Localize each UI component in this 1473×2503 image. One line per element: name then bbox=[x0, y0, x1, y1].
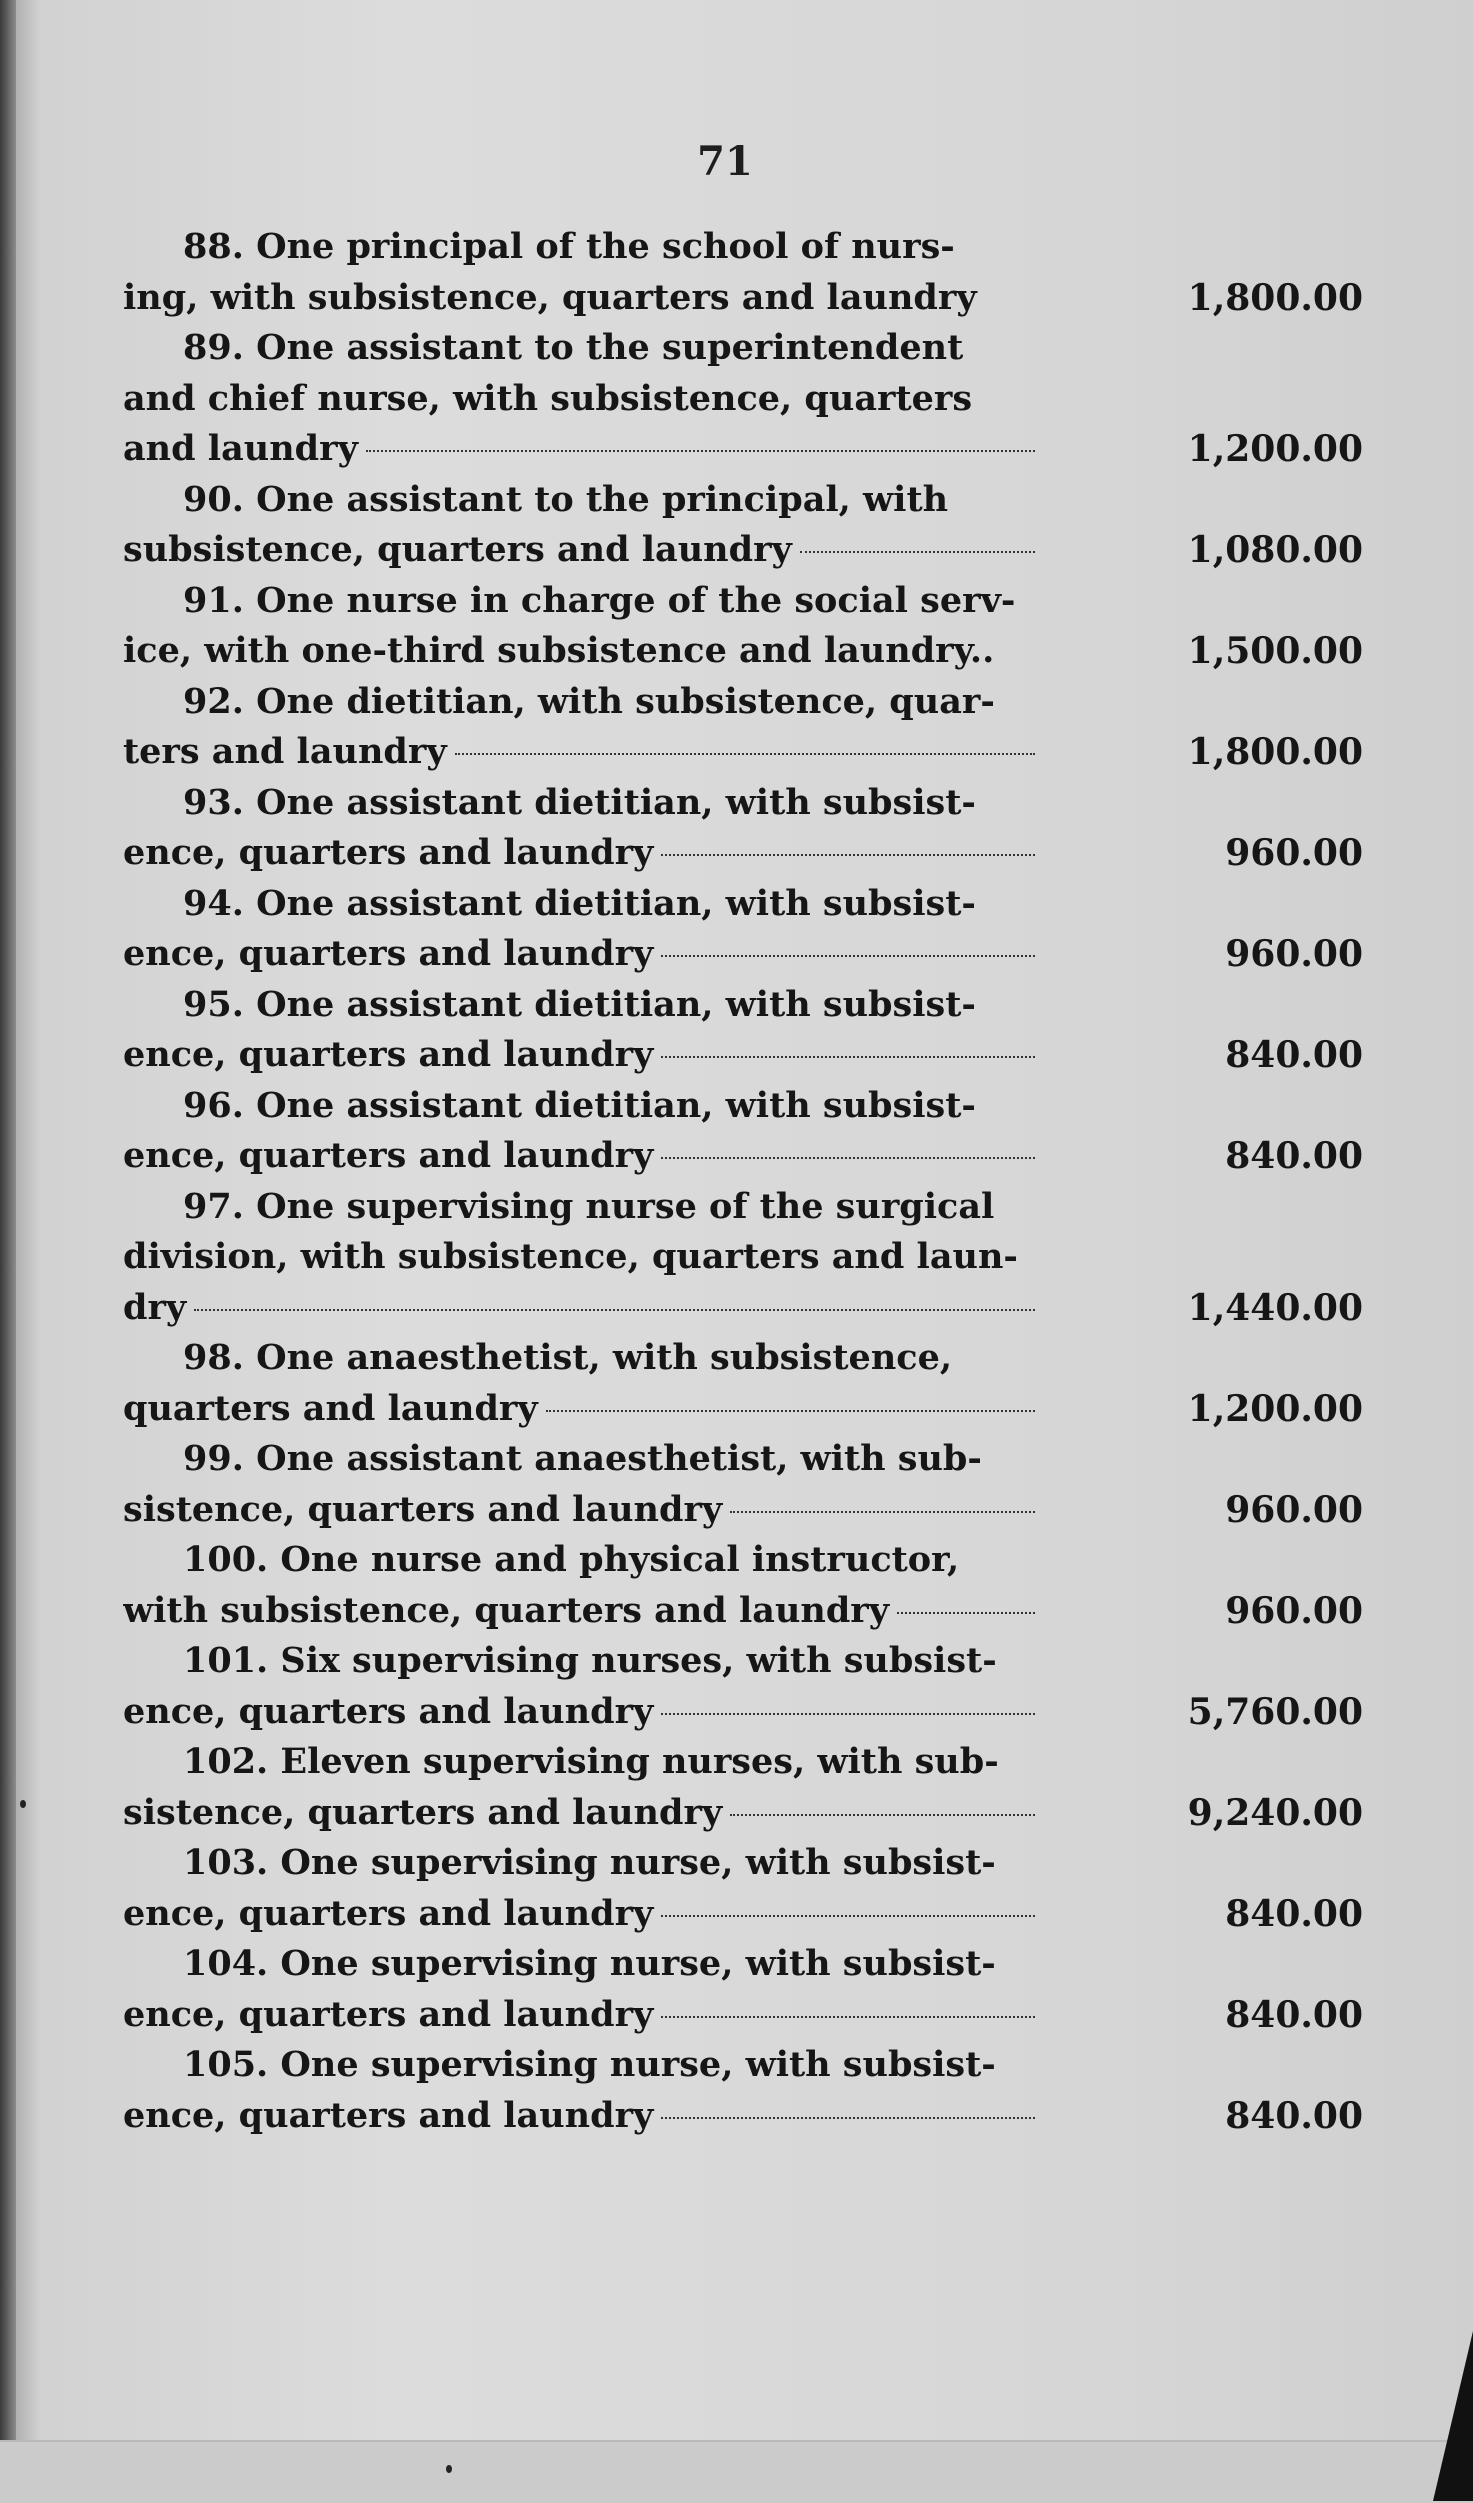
entry-text-line: 101. Six supervising nurses, with subsist- bbox=[183, 1640, 997, 1681]
entry-text-line: 100. One nurse and physical instructor, bbox=[183, 1539, 960, 1580]
appropriation-entry bbox=[123, 222, 1363, 323]
entry-final-line bbox=[123, 1283, 1363, 1334]
dot-leader bbox=[661, 2016, 1035, 2018]
entry-text-line: 93. One assistant dietitian, with subsist- bbox=[183, 781, 976, 823]
entry-text-line: and laundry bbox=[123, 428, 358, 469]
entry-text-line: ence, quarters and laundry bbox=[123, 1135, 654, 1176]
appropriation-entry bbox=[123, 1182, 1363, 1334]
entry-text-line: 104. One supervising nurse, with subsist- bbox=[183, 1943, 996, 1984]
appropriation-entry bbox=[123, 778, 1363, 879]
entry-final-line bbox=[123, 1384, 1363, 1435]
entry-final-line bbox=[123, 626, 1363, 677]
appropriation-entry bbox=[123, 1737, 1363, 1838]
entry-amount: 1,200.00 bbox=[1187, 428, 1363, 470]
entry-amount: 9,240.00 bbox=[1187, 1791, 1363, 1834]
entry-amount: 840.00 bbox=[1225, 1892, 1363, 1935]
entry-final-line bbox=[123, 1030, 1363, 1081]
entry-text-line: 102. Eleven supervising nurses, with sub- bbox=[183, 1741, 999, 1782]
appropriation-entry bbox=[123, 1838, 1363, 1939]
entry-final-line bbox=[123, 1586, 1363, 1637]
entry-text-line: 92. One dietitian, with subsistence, quar- bbox=[183, 680, 995, 722]
entry-final-line bbox=[123, 525, 1363, 576]
dot-leader bbox=[897, 1612, 1035, 1614]
entry-final-line bbox=[123, 1889, 1363, 1940]
entry-text-line: with subsistence, quarters and laundry bbox=[123, 1589, 890, 1631]
entry-text-line: 99. One assistant anaesthetist, with sub- bbox=[183, 1438, 982, 1479]
dot-leader bbox=[194, 1309, 1035, 1311]
entry-text-line: 105. One supervising nurse, with subsist- bbox=[183, 2044, 996, 2085]
dot-leader bbox=[661, 1713, 1035, 1715]
entry-text-line: ence, quarters and laundry bbox=[123, 1993, 654, 2035]
dot-leader bbox=[661, 1157, 1035, 1159]
entry-text-line: sistence, quarters and laundry bbox=[123, 1488, 723, 1530]
entry-final-line bbox=[123, 1788, 1363, 1839]
appropriation-entry bbox=[123, 1636, 1363, 1737]
dot-leader bbox=[661, 2117, 1035, 2119]
entry-text-line: 97. One supervising nurse of the surgical bbox=[183, 1185, 995, 1227]
appropriation-entry bbox=[123, 576, 1363, 677]
entry-text-line: ice, with one-third subsistence and laundry.. bbox=[123, 630, 995, 671]
dot-leader bbox=[455, 753, 1035, 755]
entry-amount: 1,200.00 bbox=[1187, 1387, 1363, 1430]
entry-final-line bbox=[123, 727, 1363, 778]
entry-amount: 1,800.00 bbox=[1187, 276, 1363, 319]
appropriation-entry bbox=[123, 1081, 1363, 1182]
entry-text-line: ing, with subsistence, quarters and laundry bbox=[123, 276, 977, 318]
entry-final-line bbox=[123, 273, 1363, 324]
entry-text-line: ence, quarters and laundry bbox=[123, 832, 654, 873]
entry-text-line: 88. One principal of the school of nurs- bbox=[183, 226, 955, 267]
entry-text-line: dry bbox=[123, 1286, 187, 1328]
dot-leader bbox=[661, 1056, 1035, 1058]
appropriation-list bbox=[123, 222, 1363, 2141]
entry-amount: 840.00 bbox=[1225, 1034, 1363, 1076]
entry-final-line bbox=[123, 1687, 1363, 1738]
entry-amount: 960.00 bbox=[1225, 832, 1363, 874]
entry-final-line bbox=[123, 424, 1363, 475]
entry-text-line: ence, quarters and laundry bbox=[123, 1690, 654, 1732]
entry-text-line: ence, quarters and laundry bbox=[123, 933, 654, 974]
entry-amount: 5,760.00 bbox=[1187, 1690, 1363, 1733]
scan-speck bbox=[446, 2465, 452, 2473]
dot-leader bbox=[546, 1410, 1035, 1412]
dot-leader bbox=[661, 1915, 1035, 1917]
appropriation-entry bbox=[123, 2040, 1363, 2141]
entry-amount: 1,500.00 bbox=[1187, 630, 1363, 672]
entry-text-line: ence, quarters and laundry bbox=[123, 1892, 654, 1934]
entry-amount: 960.00 bbox=[1225, 1589, 1363, 1632]
appropriation-entry bbox=[123, 475, 1363, 576]
entry-amount: 960.00 bbox=[1225, 1488, 1363, 1531]
entry-final-line bbox=[123, 2091, 1363, 2142]
appropriation-entry bbox=[123, 879, 1363, 980]
entry-text-line: 96. One assistant dietitian, with subsist- bbox=[183, 1084, 976, 1126]
entry-text-line: subsistence, quarters and laundry bbox=[123, 529, 792, 570]
entry-text-line: ters and laundry bbox=[123, 731, 447, 772]
entry-text-line: quarters and laundry bbox=[123, 1387, 538, 1429]
entry-amount: 1,800.00 bbox=[1187, 731, 1363, 773]
dot-leader bbox=[730, 1511, 1035, 1513]
entry-final-line bbox=[123, 828, 1363, 879]
appropriation-entry bbox=[123, 980, 1363, 1081]
entry-text-line: 94. One assistant dietitian, with subsist- bbox=[183, 882, 976, 924]
page-bottom-margin bbox=[0, 2440, 1473, 2503]
entry-text-line: 95. One assistant dietitian, with subsist- bbox=[183, 983, 976, 1025]
scan-corner-shadow bbox=[1433, 2331, 1473, 2501]
entry-text-line: 103. One supervising nurse, with subsist- bbox=[183, 1842, 996, 1883]
entry-text-line: 89. One assistant to the superintendent bbox=[183, 327, 964, 368]
entry-text-line: division, with subsistence, quarters and laun- bbox=[123, 1236, 1018, 1277]
entry-final-line bbox=[123, 1990, 1363, 2041]
entry-final-line bbox=[123, 1131, 1363, 1182]
entry-text-line: and chief nurse, with subsistence, quarters bbox=[123, 377, 973, 419]
appropriation-entry bbox=[123, 677, 1363, 778]
appropriation-entry bbox=[123, 1939, 1363, 2040]
entry-final-line bbox=[123, 929, 1363, 980]
entry-final-line bbox=[123, 1485, 1363, 1536]
dot-leader bbox=[661, 854, 1035, 856]
appropriation-entry bbox=[123, 1434, 1363, 1535]
scan-speck bbox=[20, 1800, 26, 1808]
entry-amount: 960.00 bbox=[1225, 933, 1363, 975]
appropriation-entry bbox=[123, 1535, 1363, 1636]
entry-text-line: ence, quarters and laundry bbox=[123, 1034, 654, 1075]
entry-text-line: 98. One anaesthetist, with subsistence, bbox=[183, 1337, 953, 1378]
entry-amount: 1,440.00 bbox=[1187, 1286, 1363, 1329]
entry-amount: 840.00 bbox=[1225, 2094, 1363, 2137]
dot-leader bbox=[800, 551, 1035, 553]
dot-leader bbox=[730, 1814, 1035, 1816]
entry-amount: 840.00 bbox=[1225, 1993, 1363, 2036]
entry-amount: 840.00 bbox=[1225, 1135, 1363, 1177]
dot-leader bbox=[366, 450, 1035, 452]
appropriation-entry bbox=[123, 1333, 1363, 1434]
entry-text-line: sistence, quarters and laundry bbox=[123, 1791, 723, 1833]
appropriation-entry bbox=[123, 323, 1363, 475]
entry-amount: 1,080.00 bbox=[1187, 529, 1363, 571]
entry-text-line: 91. One nurse in charge of the social serv- bbox=[183, 579, 1016, 621]
dot-leader bbox=[661, 955, 1035, 957]
entry-text-line: ence, quarters and laundry bbox=[123, 2094, 654, 2136]
page-binding-edge bbox=[0, 0, 16, 2501]
page-number: 71 bbox=[697, 138, 753, 185]
entry-text-line: 90. One assistant to the principal, with bbox=[183, 478, 949, 520]
